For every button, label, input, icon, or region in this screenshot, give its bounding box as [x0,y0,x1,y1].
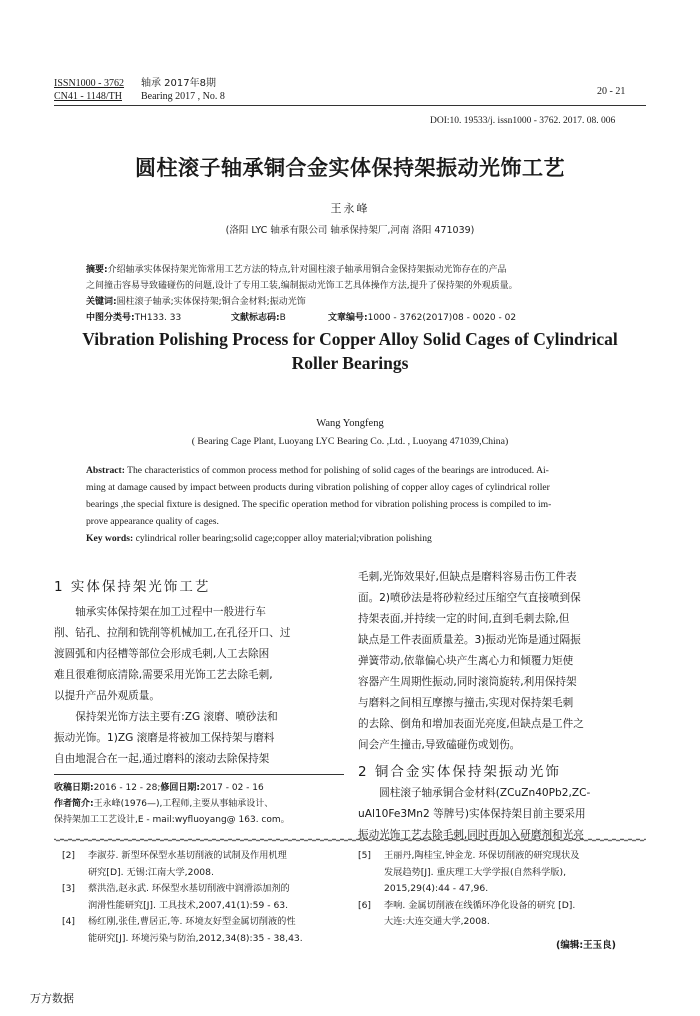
author-cn: 王永峰 [330,202,370,215]
left-paragraph-1: 轴承实体保持架在加工过程中一般进行车 削、钻孔、拉削和铣削等机械加工,在孔径开口、过 渡圆弧和内径槽等部位会形成毛刺,人工去除困 难且很难彻底清除,需要采用光饰工艺去除毛刺, 以提升产品外观质量。 保持架光饰方法主要有:ZG 滚磨、喷砂法和 振动光饰。1)ZG 滚磨是将被加工保持架与磨料 自由地混合在一起,通过磨料的滚动去除保持架 [54,606,291,765]
journal-en: Bearing 2017 , No. 8 [141,91,225,102]
references-left [62,848,342,947]
title-cn: 圆柱滚子轴承铜合金实体保持架振动光饰工艺 [135,156,565,180]
affiliation-en: ( Bearing Cage Plant, Luoyang LYC Bearing Co. ,Ltd. , Luoyang 471039,China) [191,436,509,447]
wanfang-watermark: 万方数据 [30,992,74,1005]
title-en: Vibration Polishing Process for Copper Alloy Solid Cages of Cylindrical Roller Bearings [82,329,618,373]
issn: ISSN1000 - 3762 [54,78,125,89]
abstract-cn: 摘要:介绍轴承实体保持架光饰常用工艺方法的特点,针对圆柱滚子轴承用铜合金保持架振动光饰存在的产品 之间撞击容易导致磕碰伤的问题,设计了专用工装,编制振动光饰工艺具体操作方法,提升了保持架的外观质量。 关键词:圆柱滚子轴承;实体保持架;铜合金材料;振动光饰 中图分类号:TH133. 33 文献标志码:B 文章编号:1000 - 3762(2017)08 - 0020 - 02 [86,265,518,323]
reference-item: [3] 蔡洪浩,赵永武. 环保型水基切削液中润滑添加剂的 润滑性能研究[J]. 工具技术,2007,41(1):59 - 63. [62,883,290,911]
footnote-rule [54,774,344,775]
right-paragraph-2: 圆柱滚子轴承铜合金材料(ZCuZn40Pb2,ZC- uAl10Fe3Mn2 等牌号)实体保持架目前主要采用 振动光饰工艺去除毛刺,同时再加入研磨剂和光亮 [358,787,591,841]
abstract-en: Abstract: The characteristics of common process method for polishing of solid cages of the bearings are introduced. Ai- ming at damage caused by impact between products during vibration polishing of copper alloy cages of cylindrical roller bearings ,the special fixture is designed. The specific operation method for vibration polishing process is compiled to im- prove appearance quality of cages. Key words: cylindrical roller bearing;solid cage;copper alloy material;vibration polishing [86,465,552,544]
footnote: 收稿日期:2016 - 12 - 28;修回日期:2017 - 02 - 16 作者简介:王永峰(1976—),工程师,主要从事轴承设计、 保持架加工工艺设计,E - mail:wyfluoyang@ 163. com。 [54,783,290,825]
reference-item: [6] 李响. 金属切削液在线循环净化设备的研究 [D]. 大连:大连交通大学,2008. [358,899,576,927]
references-right [358,848,648,931]
journal-cn: 轴承 2017年8期 [141,78,216,89]
reference-item: [4] 杨红刚,张佳,曹居正,等. 环境友好型金属切削液的性 能研究[J]. 环境污染与防治,2012,34(8):35 - 38,43. [62,916,303,944]
doi: DOI:10. 19533/j. issn1000 - 3762. 2017. 08. 006 [430,116,616,126]
reference-item: [5] 王丽丹,陶桂宝,钟金龙. 环保切削液的研究现状及 发展趋势[J]. 重庆理工大学学报(自然科学版), 2015,29(4):44 - 47,96. [358,850,580,894]
right-paragraph-1: 毛刺,光饰效果好,但缺点是磨料容易击伤工件表 面。2)喷砂法是将砂粒经过压缩空气直接喷到保 持架表面,并持续一定的时间,直到毛刺去除,但 缺点是工件表面质量差。3)振动光饰是通过隔振 弹簧带动,依靠偏心块产生离心力和倾覆力矩使 容器产生周期性振动,同时滚筒旋转,利用保持架 与磨料之间相互摩擦与撞击,实现对保持架毛刺 的去除、倒角和增加表面光亮度,但缺点是工件之 间会产生撞击,导致磕碰伤或划伤。 [358,571,584,751]
affiliation-cn: (洛阳 LYC 轴承有限公司 轴承保持架厂,河南 洛阳 471039) [225,225,475,236]
editor-note: (编辑:王玉良) [556,940,616,951]
cn-number: CN41 - 1148/TH [54,91,122,102]
author-en: Wang Yongfeng [316,418,384,429]
page-range: 20 - 21 [597,86,626,97]
section-2-heading: 2 铜合金实体保持架振动光饰 [358,764,561,780]
wavy-separator [54,837,646,843]
section-1-heading: 1 实体保持架光饰工艺 [54,579,211,595]
reference-item: [2] 李淑芬. 新型环保型水基切削液的试制及作用机理 研究[D]. 无锡:江南大学,2008. [62,850,287,878]
header-rule [54,105,646,106]
